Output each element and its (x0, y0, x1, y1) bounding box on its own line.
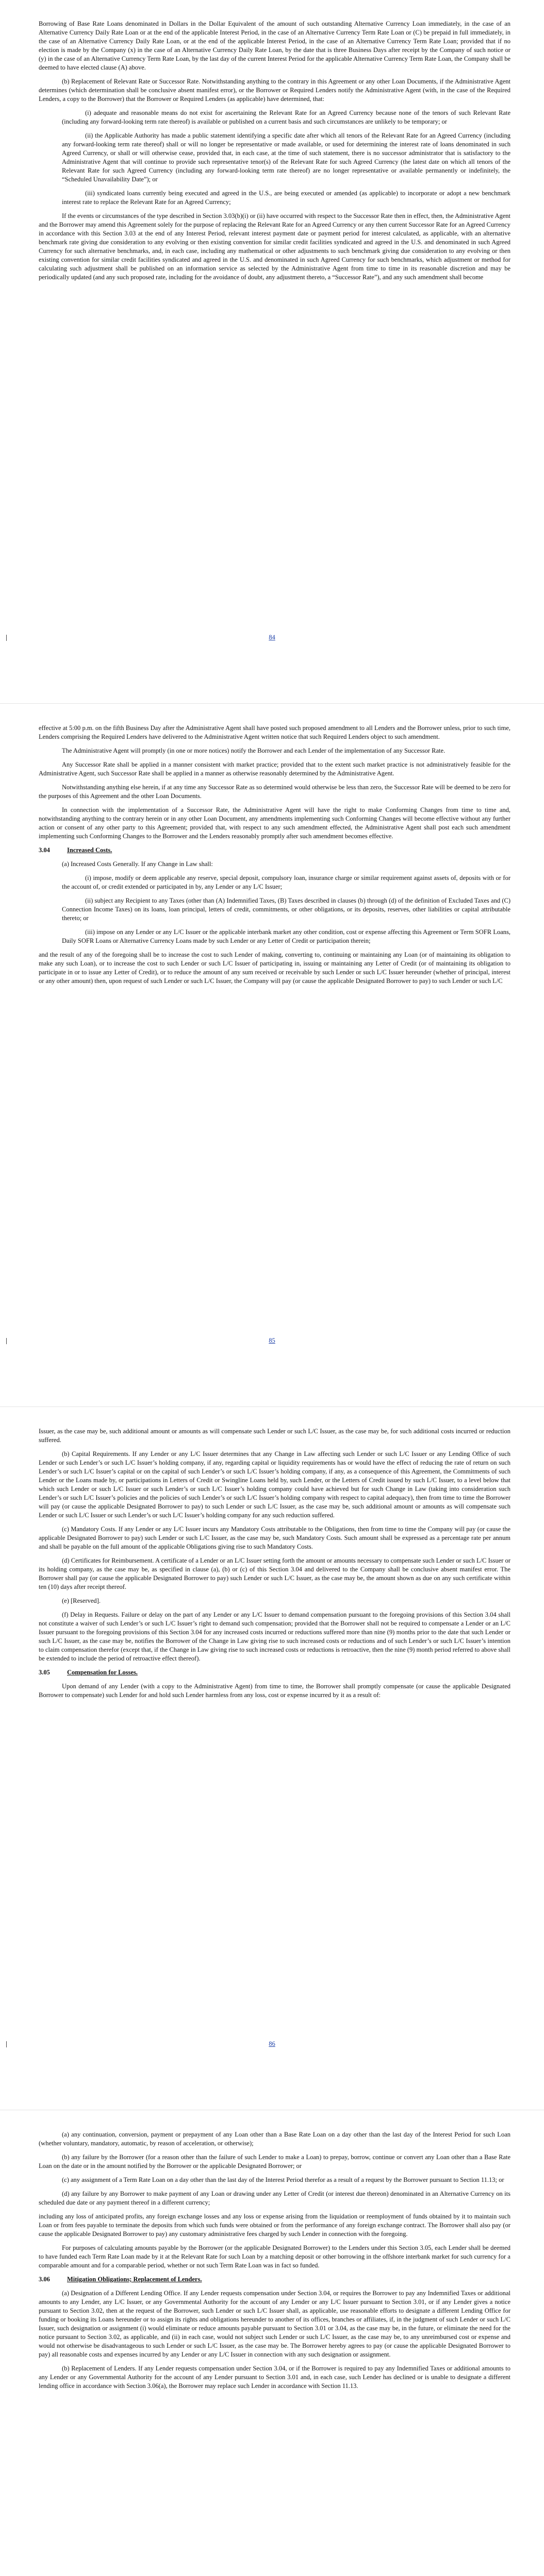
page-84 (0, 0, 544, 703)
page-body (39, 703, 510, 986)
section-title: Increased Costs. (67, 846, 112, 854)
paragraph: (d) Certificates for Reimbursement. A certificate of a Lender or an L/C Issuer setting forth the amount or amounts necessary to compensate such Lender or such L/C Issuer or its holding company, as the case may be, as specified in clause (a), (b) or (c) of this Section 3.04 and delivered to the Company shall be conclusive absent manifest error. The Borrower shall pay (or cause the applicable Designated Borrower to pay) such Lender or such L/C Issuer, as the case may be, the amount shown as due on any such certificate within ten (10) days after receipt thereof. (39, 1557, 510, 1590)
section-heading (39, 2275, 510, 2284)
paragraph: (b) Capital Requirements. If any Lender or any L/C Issuer determines that any Change in Law affecting such Lender or such L/C Issuer or any Lending Office of such Lender or such Lender’s or such L/C Issuer’s holding company, if any, regarding capital or liquidity requirements has or would have the effect of reducing the rate of return on such Lender’s or such L/C Issuer’s capital or on the capital of such Lender’s or such L/C Issuer’s holding company, if any, as a consequence of this Agreement, the Commitments of such Lender or the Loans made by, or participations in Letters of Credit or Swingline Loans held by, such Lender, or the Letters of Credit issued by such L/C Issuer, to a level below that which such Lender or such L/C Issuer or such Lender’s or such L/C Issuer’s holding company could have achieved but for such Change in Law (taking into consideration such Lender’s or such L/C Issuer’s policies and the policies of such Lender’s or such L/C Issuer’s holding company with respect to capital adequacy), then from time to time the Borrower will pay (or cause the applicable Designated Borrower to pay) to such Lender or such L/C Issuer, as the case may be, such additional amount or amounts as will compensate such Lender or such L/C Issuer or such Lender’s or such L/C Issuer’s holding company for any such reduction suffered. (39, 1450, 510, 1519)
paragraph: (f) Delay in Requests. Failure or delay on the part of any Lender or any L/C Issuer to demand compensation pursuant to the foregoing provisions of this Section 3.04 shall not constitute a waiver of such Lender’s or such L/C Issuer’s right to demand such compensation; provided that the Borrower shall not be required to compensate a Lender or an L/C Issuer pursuant to the foregoing provisions of this Section 3.04 for any increased costs incurred or reductions suffered more than nine (9) months prior to the date that such Lender or such L/C Issuer, as the case may be, notifies the Borrower of the Change in Law giving rise to such increased costs or reductions and of such Lender’s or such L/C Issuer’s intention to claim compensation therefor (except that, if the Change in Law giving rise to such increased costs or reductions is retroactive, then the nine (9) month period referred to above shall be extended to include the period of retroactive effect thereof). (39, 1611, 510, 1662)
paragraph: (a) Designation of a Different Lending Office. If any Lender requests compensation under Section 3.04, or requires the Borrower to pay any Indemnified Taxes or additional amounts to any Lender, any L/C Issuer, or any Governmental Authority for the account of any Lender or any L/C Issuer pursuant to Section 3.01, or if any Lender gives a notice pursuant to Section 3.02, then at the request of the Borrower, such Lender or such L/C Issuer shall, as applicable, use reasonable efforts to designate a different Lending Office for funding or booking its Loans hereunder or to assign its rights and obligations hereunder to another of its offices, branches or affiliates, if, in the judgment of such Lender or such L/C Issuer, such designation or assignment (i) would eliminate or reduce amounts payable pursuant to Section 3.01 or 3.04, as the case may be, in the future, or eliminate the need for the notice pursuant to Section 3.02, as applicable, and (ii) in each case, would not subject such Lender or such L/C Issuer, as the case may be, to any unreimbursed cost or expense and would not otherwise be disadvantageous to such Lender or such L/C Issuer, as the case may be. The Borrower hereby agrees to pay (or cause the applicable Designated Borrower to pay) all reasonable costs and expenses incurred by any Lender or any L/C Issuer in connection with any such designation or assignment. (39, 2290, 510, 2358)
page-85 (0, 703, 544, 1406)
paragraph: If the events or circumstances of the type described in Section 3.03(b)(i) or (ii) have occurred with respect to the Successor Rate then in effect, then, the Administrative Agent and the Borrower may amend this Agreement solely for the purpose of replacing the Relevant Rate for an Agreed Currency or any then current Successor Rate for an Agreed Currency in accordance with this Section 3.03 at the end of any Interest Period, relevant interest payment date or payment period for interest calculated, as applicable, with an alternative benchmark rate giving due consideration to any evolving or then existing convention for similar credit facilities syndicated and agreed in the U.S. and denominated in such Agreed Currency for such alternative benchmarks, and, in each case, including any mathematical or other adjustments to such benchmark giving due consideration to any evolving or then existing convention for similar credit facilities syndicated and agreed in the U.S. and denominated in such Agreed Currency for such benchmarks, which adjustment or method for calculating such adjustment shall be published on an information service as selected by the Administrative Agent from time to time in its reasonable discretion and may be periodically updated (and any such proposed rate, including for the avoidance of doubt, any adjustment thereto, a “Successor Rate”), and any such amendment shall become (39, 212, 510, 281)
paragraph: (b) Replacement of Lenders. If any Lender requests compensation under Section 3.04, or if the Borrower is required to pay any Indemnified Taxes or additional amounts to any Lender or any Governmental Authority for the account of any Lender pursuant to Section 3.01 and, in each case, such Lender has declined or is unable to designate a different lending office in accordance with Section 3.06(a), the Borrower may replace such Lender in accordance with Section 11.13. (39, 2365, 510, 2389)
paragraph: (i) adequate and reasonable means do not exist for ascertaining the Relevant Rate for an Agreed Currency because none of the tenors of such Relevant Rate (including any forward-looking term rate thereof) is available or published on a current basis and such circumstances are unlikely to be temporary; or (62, 109, 510, 125)
paragraph: Issuer, as the case may be, such additional amount or amounts as will compensate such Lender or such L/C Issuer, as the case may be, for such additional costs incurred or reduction suffered. (39, 1428, 510, 1444)
page-86 (0, 1406, 544, 2110)
page-number[interactable]: 85 (269, 1337, 275, 1344)
paragraph: For purposes of calculating amounts payable by the Borrower (or the applicable Designated Borrower) to the Lenders under this Section 3.05, each Lender shall be deemed to have funded each Term Rate Loan made by it at the Relevant Rate for such Loan by a matching deposit or other borrowing in the offshore interbank market for such currency for a comparable amount and for a comparable period, whether or not such Term Rate Loan was in fact so funded. (39, 2244, 510, 2269)
section-number: 3.04 (39, 846, 50, 854)
paragraph: (b) Replacement of Relevant Rate or Successor Rate. Notwithstanding anything to the contrary in this Agreement or any other Loan Documents, if the Administrative Agent determines (which determination shall be conclusive absent manifest error), or the Borrower or Required Lenders notify the Administrative Agent (with, in the case of the Required Lenders, a copy to the Borrower) that the Borrower or Required Lenders (as applicable) have determined, that: (39, 78, 510, 103)
paragraph: and the result of any of the foregoing shall be to increase the cost to such Lender of making, converting to, continuing or maintaining any Loan (or of maintaining its obligation to make any such Loan), or to increase the cost to such Lender or such L/C Issuer of participating in, issuing or maintaining any Letter of Credit (or of maintaining its obligation to participate in or to issue any Letter of Credit), or to reduce the amount of any sum received or receivable by such Lender or such L/C Issuer hereunder (whether of principal, interest or any other amount) then, upon request of such Lender or such L/C Issuer, the Company will pay (or cause the applicable Designated Borrower to pay) to such Lender or such L/C (39, 951, 510, 985)
paragraph: (a) any continuation, conversion, payment or prepayment of any Loan other than a Base Rate Loan on a day other than the last day of the Interest Period for such Loan (whether voluntary, mandatory, automatic, by reason of acceleration, or otherwise); (39, 2131, 510, 2147)
paragraph: (iii) impose on any Lender or any L/C Issuer or the applicable interbank market any other condition, cost or expense affecting this Agreement or Term SOFR Loans, Daily SOFR Loans or Alternative Currency Loans made by such Lender or any Letter of Credit or participation therein; (62, 928, 510, 944)
section-title: Compensation for Losses. (67, 1669, 138, 1676)
paragraph: The Administrative Agent will promptly (in one or more notices) notify the Borrower and each Lender of the implementation of any Successor Rate. (62, 747, 446, 754)
paragraph: Borrowing of Base Rate Loans denominated in Dollars in the Dollar Equivalent of the amount of such outstanding Alternative Currency Loan immediately, in the case of an Alternative Currency Daily Rate Loan or at the end of the applicable Interest Period, in the case of an Alternative Currency Term Rate Loan or (C) be prepaid in full immediately, in the case of an Alternative Currency Daily Rate Loan, or at the end of the applicable Interest Period, in the case of an Alternative Currency Term Rate Loan; provided that if no election is made by the Company (x) in the case of an Alternative Currency Daily Rate Loan, by the date that is three Business Days after receipt by the Company of such notice or (y) in the case of an Alternative Currency Term Rate Loan, by the last day of the current Interest Period for the applicable Alternative Currency Term Rate Loan, the Company shall be deemed to have elected clause (A) above. (39, 20, 510, 71)
section-number: 3.06 (39, 2276, 50, 2283)
page-body (39, 1406, 510, 1700)
paragraph: (iii) syndicated loans currently being executed and agreed in the U.S., are being executed or amended (as applicable) to incorporate or adopt a new benchmark interest rate to replace the Relevant Rate for an Agreed Currency; (62, 190, 510, 206)
page-body (39, 0, 510, 282)
page-87 (0, 2110, 544, 2576)
paragraph: (e) [Reserved]. (62, 1597, 101, 1604)
paragraph: (c) any assignment of a Term Rate Loan on a day other than the last day of the Interest Period therefor as a result of a request by the Borrower pursuant to Section 11.13; or (62, 2176, 504, 2183)
paragraph: Any Successor Rate shall be applied in a manner consistent with market practice; provided that to the extent such market practice is not administratively feasible for the Administrative Agent, such Successor Rate shall be applied in a manner as otherwise reasonably determined by the Administrative Agent. (39, 761, 510, 777)
paragraph: (a) Increased Costs Generally. If any Change in Law shall: (62, 860, 213, 868)
paragraph: (c) Mandatory Costs. If any Lender or any L/C Issuer incurs any Mandatory Costs attributable to the Obligations, then from time to time the Company will pay (or cause the applicable Designated Borrower to pay) such Lender or such L/C Issuer, as the case may be, such Mandatory Costs. Such amount shall be expressed as a percentage rate per annum and shall be payable on the full amount of the applicable Obligations giving rise to such Mandatory Costs. (39, 1526, 510, 1550)
paragraph: including any loss of anticipated profits, any foreign exchange losses and any loss or expense arising from the liquidation or reemployment of funds obtained by it to maintain such Loan or from fees payable to terminate the deposits from which such funds were obtained or from the performance of any foreign exchange contract. The Borrower shall also pay (or cause the applicable Designated Borrower to pay) any customary administrative fees charged by such Lender in connection with the foregoing. (39, 2213, 510, 2238)
paragraph: (ii) subject any Recipient to any Taxes (other than (A) Indemnified Taxes, (B) Taxes described in clauses (b) through (d) of the definition of Excluded Taxes and (C) Connection Income Taxes) on its loans, loan principal, letters of credit, commitments, or other obligations, or its deposits, reserves, other liabilities or capital attributable thereto; or (62, 897, 510, 922)
paragraph: In connection with the implementation of a Successor Rate, the Administrative Agent will have the right to make Conforming Changes from time to time and, notwithstanding anything to the contrary herein or in any other Loan Document, any amendments implementing such Conforming Changes will become effective without any further action or consent of any other party to this Agreement; provided that, with respect to any such amendment effected, the Administrative Agent shall post each such amendment implementing such Conforming Changes to the Borrower and the Lenders reasonably promptly after such amendment becomes effective. (39, 806, 510, 840)
page-number[interactable]: 84 (269, 634, 275, 641)
paragraph: effective at 5:00 p.m. on the fifth Business Day after the Administrative Agent shall have posted such proposed amendment to all Lenders and the Borrower unless, prior to such time, Lenders comprising the Required Lenders have delivered to the Administrative Agent written notice that such Required Lenders object to such amendment. (39, 724, 510, 740)
paragraph: (b) any failure by the Borrower (for a reason other than the failure of such Lender to make a Loan) to prepay, borrow, continue or convert any Loan other than a Base Rate Loan on the date or in the amount notified by the Borrower or the applicable Designated Borrower; or (39, 2154, 510, 2170)
section-heading (39, 846, 510, 855)
paragraph: Notwithstanding anything else herein, if at any time any Successor Rate as so determined would otherwise be less than zero, the Successor Rate will be deemed to be zero for the purposes of this Agreement and the other Loan Documents. (39, 784, 510, 800)
paragraph: (ii) the Applicable Authority has made a public statement identifying a specific date after which all tenors of the Relevant Rate for an Agreed Currency (including any forward-looking term rate thereof) shall or will no longer be representative or made available, or used for determining the interest rate of loans denominated in such Agreed Currency, or shall or will otherwise cease, provided that, in each case, at the time of such statement, there is no successor administrator that is satisfactory to the Administrative Agent that will continue to provide such representative tenor(s) of the Relevant Rate for such Agreed Currency (the latest date on which all tenors of the Relevant Rate for such Agreed Currency (including any forward-looking term rate thereof) are no longer representative or available permanently or indefinitely, the “Scheduled Unavailability Date”); or (62, 132, 510, 183)
page-number[interactable]: 86 (269, 2040, 275, 2047)
section-title: Mitigation Obligations; Replacement of Lenders. (67, 2276, 202, 2283)
paragraph: Upon demand of any Lender (with a copy to the Administrative Agent) from time to time, the Borrower shall promptly compensate (or cause the applicable Designated Borrower to compensate) such Lender for and hold such Lender harmless from any loss, cost or expense incurred by it as a result of: (39, 1683, 510, 1699)
section-heading (39, 1668, 510, 1677)
paragraph: (d) any failure by any Borrower to make payment of any Loan or drawing under any Letter of Credit (or interest due thereon) denominated in an Alternative Currency on its scheduled due date or any payment thereof in a different currency; (39, 2190, 510, 2206)
section-number: 3.05 (39, 1669, 50, 1676)
page-body (39, 2110, 510, 2391)
paragraph: (i) impose, modify or deem applicable any reserve, special deposit, compulsory loan, insurance charge or similar requirement against assets of, deposits with or for the account of, or credit extended or participated in by, any Lender or any L/C Issuer; (62, 874, 510, 890)
